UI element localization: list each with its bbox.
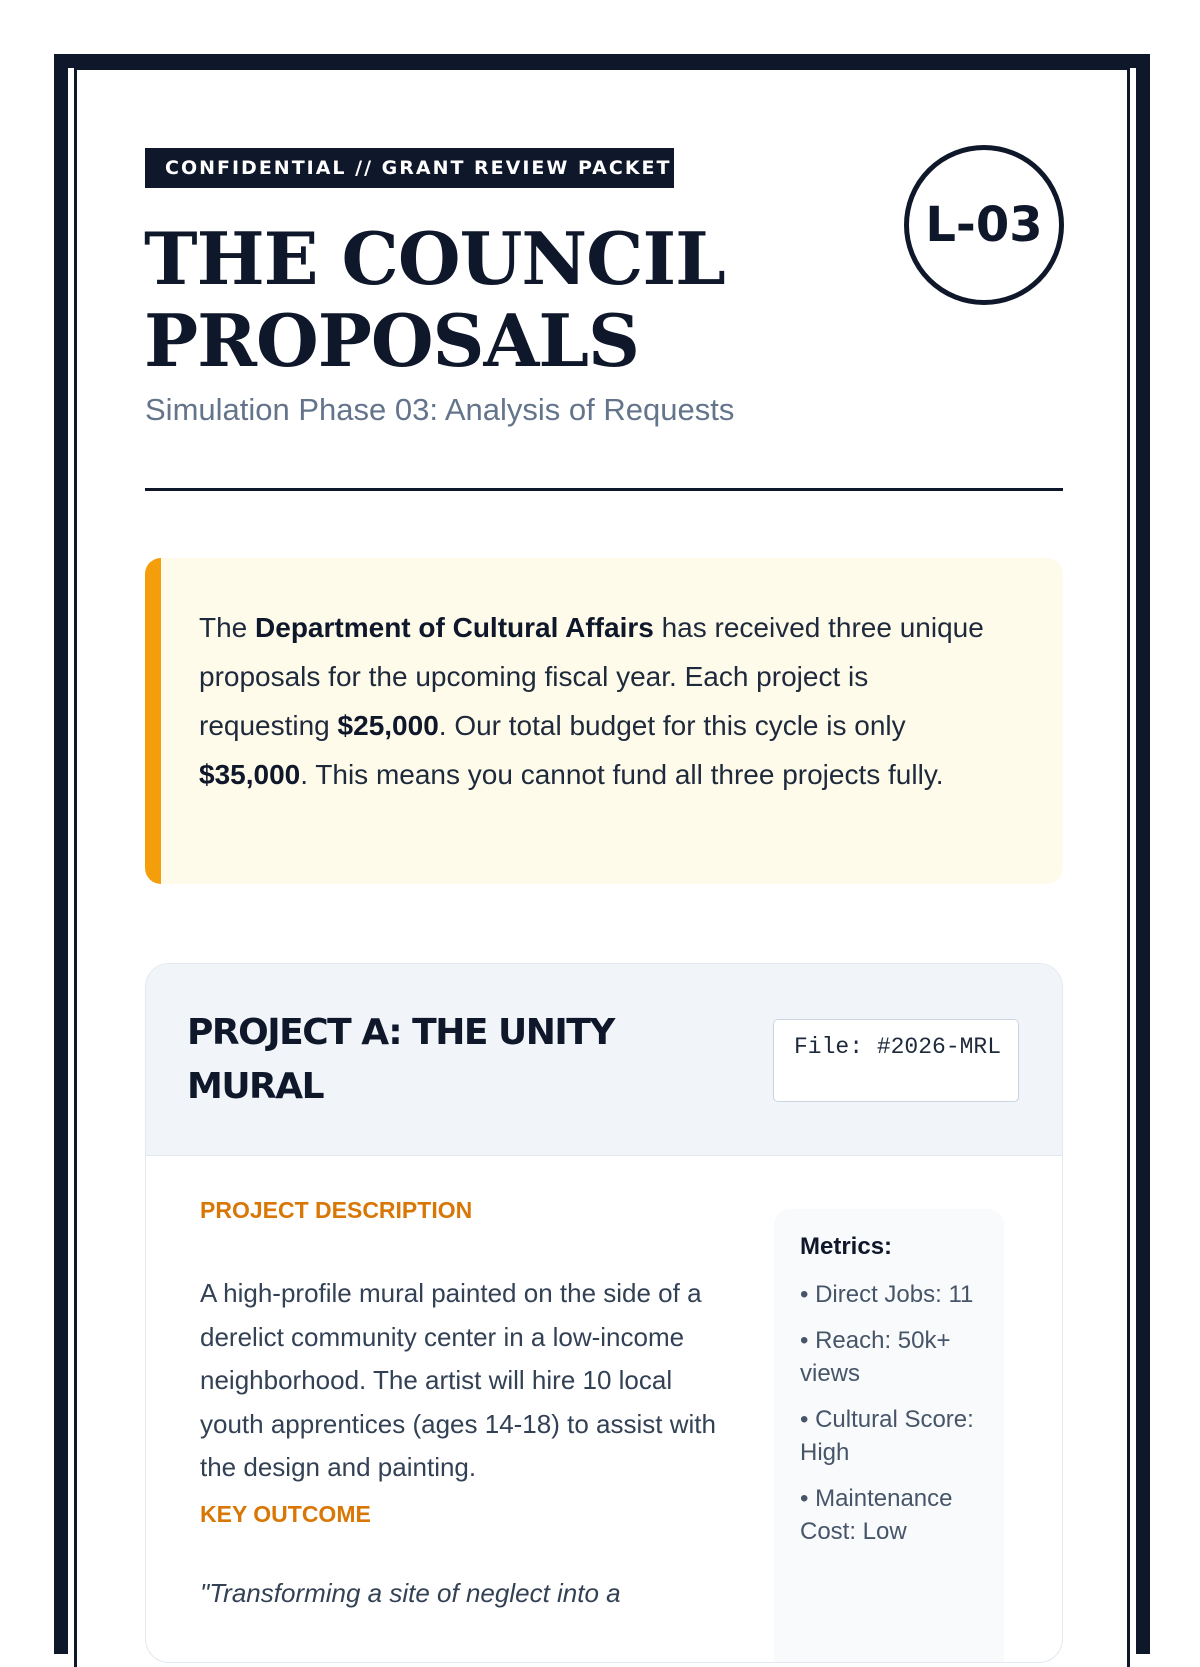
notice-text-2: has received three unique proposals for the upcoming fiscal year. Each project is requesting [199,612,984,741]
project-description: A high-profile mural painted on the side of a derelict community center in a low-income neighborhood. The artist will hire 10 local youth apprentices (ages 14-18) to assist with the design and painting. [200,1278,716,1482]
metric-item: • Reach: 50k+ views [800,1327,951,1387]
notice-request-amount: $25,000 [337,710,439,741]
notice-budget-amount: $35,000 [199,759,301,790]
outcome-label: KEY OUTCOME [200,1501,371,1527]
notice-text-3: . Our total budget for this cycle is only [438,710,906,741]
page-title-line-1: THE COUNCIL [144,216,725,301]
notice-text-4: . This means you cannot fund all three projects fully. [300,759,944,790]
project-card [145,963,1063,1663]
metric-item: • Direct Jobs: 11 [800,1281,974,1308]
page-subtitle: Simulation Phase 03: Analysis of Requests [145,392,735,427]
file-tag: File: #2026-MRL [773,1019,1019,1102]
description-label: PROJECT DESCRIPTION [200,1197,473,1223]
page-title-line-2: PROPOSALS [144,298,640,383]
metric-item: • Maintenance Cost: Low [800,1485,953,1545]
metrics-title: Metrics: [800,1233,893,1260]
outcome-quote: "Transforming a site of neglect into a [200,1578,621,1608]
notice-department: Department of Cultural Affairs [255,612,654,643]
project-title: PROJECT A: THE UNITY MURAL [187,1012,614,1107]
lesson-code-badge: L-03 [904,145,1064,305]
notice-text-1: The [199,612,256,643]
budget-notice [145,558,1063,884]
metric-item: • Cultural Score: High [800,1406,974,1466]
header-divider [145,488,1063,491]
page-title [144,218,844,382]
metrics-panel [774,1209,1004,1663]
project-card-header [146,964,1063,1156]
confidential-badge: CONFIDENTIAL // GRANT REVIEW PACKET [145,148,674,188]
